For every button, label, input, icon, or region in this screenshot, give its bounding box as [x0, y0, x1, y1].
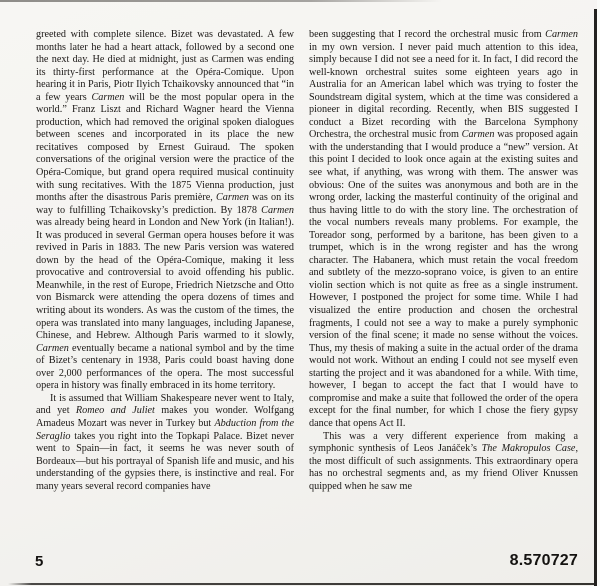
text-run: , the most difficult of such assignments. This extraordinary opera has no orchestral segments and, as my friend Oliver Knussen quipped when he saw me	[309, 443, 578, 492]
italic-text-run: Carmen	[461, 129, 495, 141]
text-run: was on its way to fulfilling Tchaikovsky’s prediction. By 1878	[36, 192, 294, 216]
top-scan-edge-line	[0, 0, 442, 2]
text-run: takes you right into the Topkapi Palace. Bizet never went to Spain—in fact, it seems he was never south of Bordeaux—but his portrayal of Spanish life and music, and his understanding of the gypsies there, is instinctive and real. For many years several record companies have	[36, 430, 294, 492]
text-run: greeted with complete silence. Bizet was devastated. A few months later he had a heart attack, followed by a second one the next day. He died at midnight, just as Carmen was ending its thirty-first performance at the Opéra-Comique. Upon hearing it in Paris, Piotr Ilyich Tchaikovsky announced that “in a few years	[36, 29, 294, 103]
page-number: 5	[35, 553, 44, 570]
text-run: eventually became a national symbol and by the time of Bizet’s centenary in 1938, Paris could boast having done over 2,000 performances of the opera. The most successful opera in history was finally embraced in its home territory.	[36, 342, 294, 392]
italic-text-run: Romeo and Juliet	[75, 405, 155, 417]
italic-text-run: The Makropulos Case	[481, 443, 576, 455]
right-scan-edge-line	[594, 9, 597, 586]
bottom-scan-edge-line	[8, 583, 594, 585]
italic-text-run: Abduction from the Seraglio	[36, 417, 294, 442]
italic-text-run: Carmen	[91, 91, 125, 103]
paragraph	[309, 431, 578, 494]
italic-text-run: Carmen	[261, 204, 294, 216]
text-run: This was a very different experience from making a symphonic synthesis of Leos Janáček’s	[309, 430, 578, 455]
italic-text-run: Carmen	[36, 342, 69, 354]
italic-text-run: Carmen	[545, 29, 578, 40]
text-run: will be the most popular opera in the world.” Franz Liszt and Richard Wagner heard the Vienna production, which had removed the original spoken dialogues between scenes and incorporated in its place the new recitatives composed by Ernest Guiraud. The spoken conversations of the original version were the practice of the Opéra-Comique, but grand opera required musical continuity with sung recitatives. With the 1875 Vienna production, just months after the disastrous Paris première,	[36, 91, 294, 204]
paragraph	[309, 29, 578, 431]
text-run: been suggesting that I record the orchestral music from	[309, 29, 546, 40]
catalog-number: 8.570727	[509, 552, 578, 569]
paragraph	[36, 393, 294, 493]
paragraph	[36, 29, 294, 393]
text-run: was proposed again with the understanding that I would produce a “new” version. At this point I decided to look once again at the existing suites and see what, if anything, was wrong with them. The answer was obvious: One of the suites was anonymous and both are in the wrong order, lacking the masterful continuity of the original and thus having little to do with the story line. The orchestration of the vocal numbers reveals many problems. For example, the Toreador song, performed by a baritone, has been given to a trumpet, which is in the wrong register and has the wrong character. The Habanera, which must retain the vocal freedom and subtlety of the mezzo-soprano voice, is given to an entire violin section which is not quite as free as a single instrument. However, I postponed the project for some time. While I had visualized the entire production and chosen the orchestral fragments, I could not see a way to make a purely symphonic version of the final scene; it made no sense without the voices. Thus, my thesis of making a suite in the actual order of the drama would not work. Without an ending I could not see myself even starting the project and it was abandoned for a while. With time, however, I began to accept the fact that I would have to compromise and make a suite that followed the order of the opera except for the final number, for which I chose the fiery gypsy dance that opens Act II.	[309, 129, 578, 429]
italic-text-run: Carmen	[216, 192, 249, 204]
text-run: in my own version. I never paid much attention to this idea, simply because I did not see a need for it. In fact, I did record the well-known orchestral suites some eighteen years ago in Australia for an American label which was trying to foster the Soundstream digital system, which at the time was considered a pioneer in digital recording. Recently, when BIS suggested I conduct a Bizet recording with the Barcelona Symphony Orchestra, the orchestral music from	[309, 41, 578, 141]
text-column-left	[36, 29, 294, 561]
text-run: makes you wonder. Wolfgang Amadeus Mozart was never in Turkey but	[36, 405, 294, 429]
text-run: It is assumed that William Shakespeare never went to Italy, and yet	[36, 392, 294, 417]
text-column-right	[309, 29, 578, 561]
text-run: was already being heard in London and New York (in Italian!). It was produced in several German opera houses before it was revived in Paris in 1883. The new Paris version was watered down by the head of the Opéra-Comique, making it less provocative and controversial to avoid offending his public. Meanwhile, in the rest of Europe, Friedrich Nietzsche and Otto von Bismarck were attending the opera dozens of times and writing about its wonders. As was the custom of the times, the opera was translated into many languages, including Japanese, Chinese, and Hebrew. Although Paris warmed to it slowly,	[36, 217, 294, 342]
